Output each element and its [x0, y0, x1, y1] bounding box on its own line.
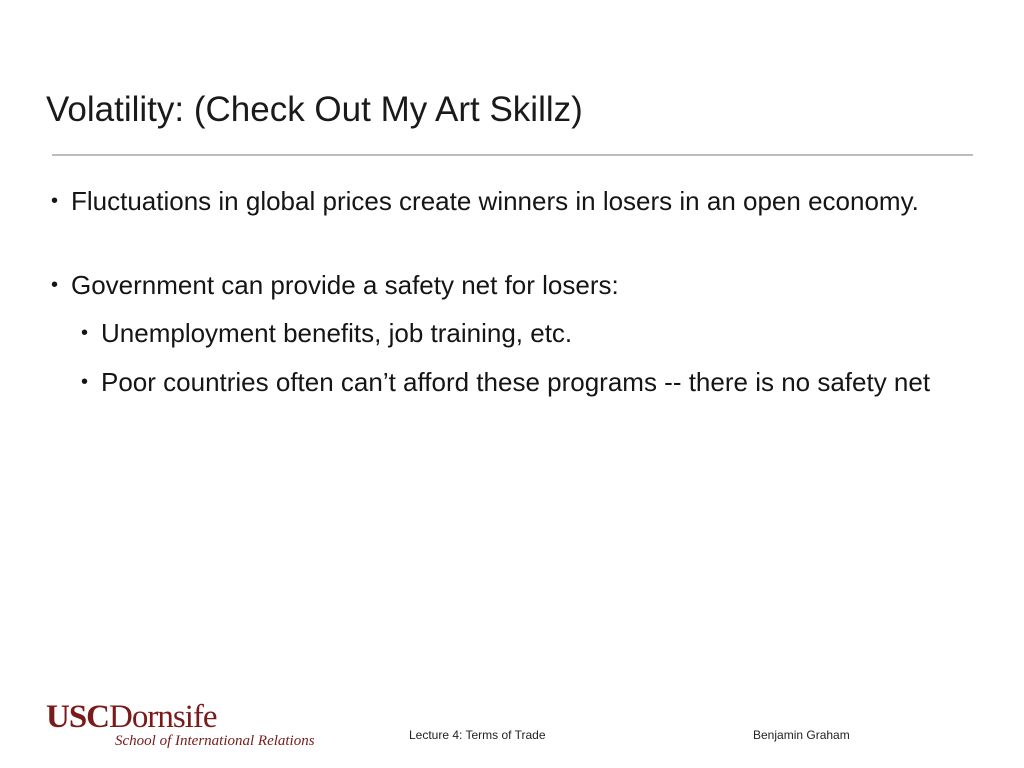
- footer-author: Benjamin Graham: [753, 728, 850, 742]
- logo-dornsife-text: Dornsife: [109, 699, 217, 735]
- bullet-text: Fluctuations in global prices create winners in losers in an open economy.: [71, 186, 919, 216]
- bullet-marker: •: [81, 371, 89, 393]
- bullet-marker: •: [51, 274, 59, 296]
- slide-title: Volatility: (Check Out My Art Skillz): [46, 90, 583, 129]
- bullet-item-level1: [51, 184, 951, 219]
- bullet-text: Unemployment benefits, job training, etc.: [101, 318, 573, 348]
- logo-wordmark: [46, 700, 217, 734]
- bullet-text: Government can provide a safety net for losers:: [71, 270, 619, 300]
- logo-usc-text: USC: [46, 699, 110, 735]
- footer-lecture-title: Lecture 4: Terms of Trade: [409, 728, 546, 742]
- bullet-item-level2: [81, 316, 951, 351]
- bullet-marker: •: [51, 190, 59, 212]
- bullet-item-level2: [81, 365, 951, 400]
- bullet-marker: •: [81, 322, 89, 344]
- usc-dornsife-logo: [46, 700, 316, 752]
- bullet-item-level1: [51, 268, 951, 303]
- title-divider: [52, 154, 973, 156]
- logo-school-text: School of International Relations: [115, 733, 315, 749]
- bullet-text: Poor countries often can’t afford these programs -- there is no safety net: [101, 367, 931, 397]
